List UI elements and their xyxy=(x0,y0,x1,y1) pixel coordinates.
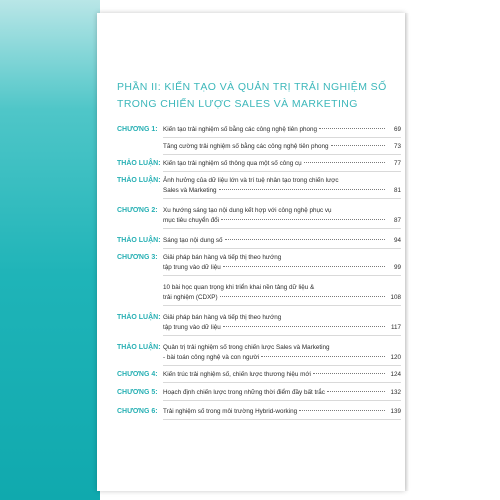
toc-entry-title-line xyxy=(163,313,401,323)
toc-entry-title xyxy=(163,343,401,363)
toc-divider xyxy=(163,198,401,199)
dot-leader xyxy=(304,162,385,163)
toc-divider xyxy=(163,400,401,401)
dot-leader xyxy=(219,189,385,190)
toc-entry-label: THẢO LUẬN: xyxy=(117,160,161,167)
toc-entry-title-line xyxy=(163,216,401,226)
toc-divider xyxy=(163,419,401,420)
toc-entry-label: THẢO LUẬN: xyxy=(117,344,161,351)
toc-entry-label: THẢO LUẬN: xyxy=(117,237,161,244)
toc-page-number: 87 xyxy=(393,217,401,224)
toc-entry-title-text: 10 bài học quan trọng khi triển khai nền tảng dữ liệu & xyxy=(163,284,315,291)
toc-entry-label: CHƯƠNG 1: xyxy=(117,126,158,133)
toc-divider xyxy=(163,305,401,306)
toc-entry-title-text: Tăng cường trải nghiệm số bằng các công nghệ tiên phong xyxy=(163,143,329,150)
toc-page-number: 81 xyxy=(393,187,401,194)
toc-divider xyxy=(163,365,401,366)
dot-leader xyxy=(313,373,385,374)
toc-entry-title xyxy=(163,125,401,135)
toc-entry-title-line xyxy=(163,142,401,152)
toc-entry-title-line xyxy=(163,125,401,135)
section-title-line-2: TRONG CHIẾN LƯỢC SALES VÀ MARKETING xyxy=(117,98,358,110)
toc-entry-title-text: Kiến tạo trải nghiệm số bằng các công nghệ tiên phong xyxy=(163,126,318,133)
toc-page-number: 124 xyxy=(390,371,401,378)
toc-entry-title-text: Ảnh hưởng của dữ liệu lớn và trí tuệ nhân tạo trong chiến lược xyxy=(163,177,339,184)
toc-entry-title-line xyxy=(163,370,401,380)
toc-entry-title-line xyxy=(163,206,401,216)
toc-divider xyxy=(163,248,401,249)
toc-entry-title-line xyxy=(163,186,401,196)
toc-entry-title-text: tập trung vào dữ liệu xyxy=(163,324,221,331)
dot-leader xyxy=(299,410,385,411)
toc-entry-title xyxy=(163,236,401,246)
dot-leader xyxy=(220,296,385,297)
toc-page-number: 132 xyxy=(390,389,401,396)
dot-leader xyxy=(331,145,385,146)
dot-leader xyxy=(223,326,385,327)
toc-entry-title-line xyxy=(163,263,401,273)
dot-leader xyxy=(225,239,385,240)
toc-entry-title xyxy=(163,370,401,380)
toc-entry-title-text: Sales và Marketing xyxy=(163,187,217,194)
toc-entry-label: THẢO LUẬN: xyxy=(117,177,161,184)
table-of-contents xyxy=(97,13,405,491)
toc-page-number: 117 xyxy=(390,324,401,331)
toc-entry-title xyxy=(163,142,401,152)
dot-leader xyxy=(221,219,385,220)
toc-entry-title-line xyxy=(163,388,401,398)
toc-entry-title-text: Sáng tạo nội dung số xyxy=(163,237,223,244)
toc-entry-title-text: mục tiêu chuyển đổi xyxy=(163,217,220,224)
toc-entry-title-line xyxy=(163,343,401,353)
teal-cover-band xyxy=(0,0,100,500)
toc-page-number: 94 xyxy=(393,237,401,244)
toc-page-number: 120 xyxy=(390,354,401,361)
toc-page-number: 69 xyxy=(393,126,401,133)
toc-entry-label: CHƯƠNG 6: xyxy=(117,408,158,415)
toc-entry-title-text: Hoạch định chiến lược trong những thời điểm đầy bất trắc xyxy=(163,389,325,396)
toc-entry-title-line xyxy=(163,283,401,293)
toc-entry-label: CHƯƠNG 3: xyxy=(117,254,158,261)
toc-entry-label: CHƯƠNG 4: xyxy=(117,371,158,378)
toc-page-number: 73 xyxy=(393,143,401,150)
toc-entry-title xyxy=(163,206,401,226)
toc-page-number: 108 xyxy=(390,294,401,301)
page-edge-shadow xyxy=(405,13,409,491)
toc-divider xyxy=(163,171,401,172)
toc-entry-title-text: tập trung vào dữ liệu xyxy=(163,264,221,271)
toc-entry-title-line xyxy=(163,159,401,169)
toc-divider xyxy=(163,154,401,155)
dot-leader xyxy=(261,356,385,357)
toc-divider xyxy=(163,137,401,138)
toc-divider xyxy=(163,382,401,383)
toc-divider xyxy=(163,275,401,276)
dot-leader xyxy=(223,266,385,267)
toc-entry-title-text: Giải pháp bán hàng và tiếp thị theo hướng xyxy=(163,314,282,321)
toc-entry-title-line xyxy=(163,176,401,186)
toc-entry-title-text: Kiến trúc trải nghiệm số, chiến lược thương hiệu mới xyxy=(163,371,311,378)
toc-divider xyxy=(163,228,401,229)
toc-entry-title-line xyxy=(163,293,401,303)
toc-entry-label: CHƯƠNG 5: xyxy=(117,389,158,396)
toc-entry-title-text: Giải pháp bán hàng và tiếp thị theo hướng xyxy=(163,254,282,261)
toc-page-number: 99 xyxy=(393,264,401,271)
toc-entry-title-line xyxy=(163,407,401,417)
toc-page xyxy=(97,13,405,491)
toc-entry-title-text: Xu hướng sáng tạo nội dung kết hợp với công nghệ phục vụ xyxy=(163,207,332,214)
toc-entry-title-text: Quản trị trải nghiệm số trong chiến lược Sales và Marketing xyxy=(163,344,330,351)
toc-entry-title-line xyxy=(163,253,401,263)
toc-entry-title-text: - bài toán công nghệ và con người xyxy=(163,354,260,361)
toc-entry-title xyxy=(163,159,401,169)
toc-entry-title xyxy=(163,176,401,196)
toc-entry-title-text: Trải nghiệm số trong môi trường Hybrid-working xyxy=(163,408,298,415)
toc-entry-title xyxy=(163,388,401,398)
toc-divider xyxy=(163,335,401,336)
toc-entry-title-text: Kiến tạo trải nghiệm số thông qua một số công cụ xyxy=(163,160,302,167)
dot-leader xyxy=(327,391,385,392)
toc-entry-title xyxy=(163,253,401,273)
toc-entry-title-line xyxy=(163,323,401,333)
toc-entry-title xyxy=(163,313,401,333)
toc-entry-title-line xyxy=(163,236,401,246)
toc-entry-label: THẢO LUẬN: xyxy=(117,314,161,321)
toc-entry-title-line xyxy=(163,353,401,363)
toc-entry-label: CHƯƠNG 2: xyxy=(117,207,158,214)
dot-leader xyxy=(319,128,385,129)
toc-entry-title-text: trải nghiệm (CDXP) xyxy=(163,294,218,301)
toc-page-number: 77 xyxy=(393,160,401,167)
toc-page-number: 139 xyxy=(390,408,401,415)
section-title-line-1: PHẦN II: KIẾN TẠO VÀ QUẢN TRỊ TRẢI NGHIỆM SỐ xyxy=(117,81,387,93)
toc-entry-title xyxy=(163,407,401,417)
toc-entry-title xyxy=(163,283,401,303)
